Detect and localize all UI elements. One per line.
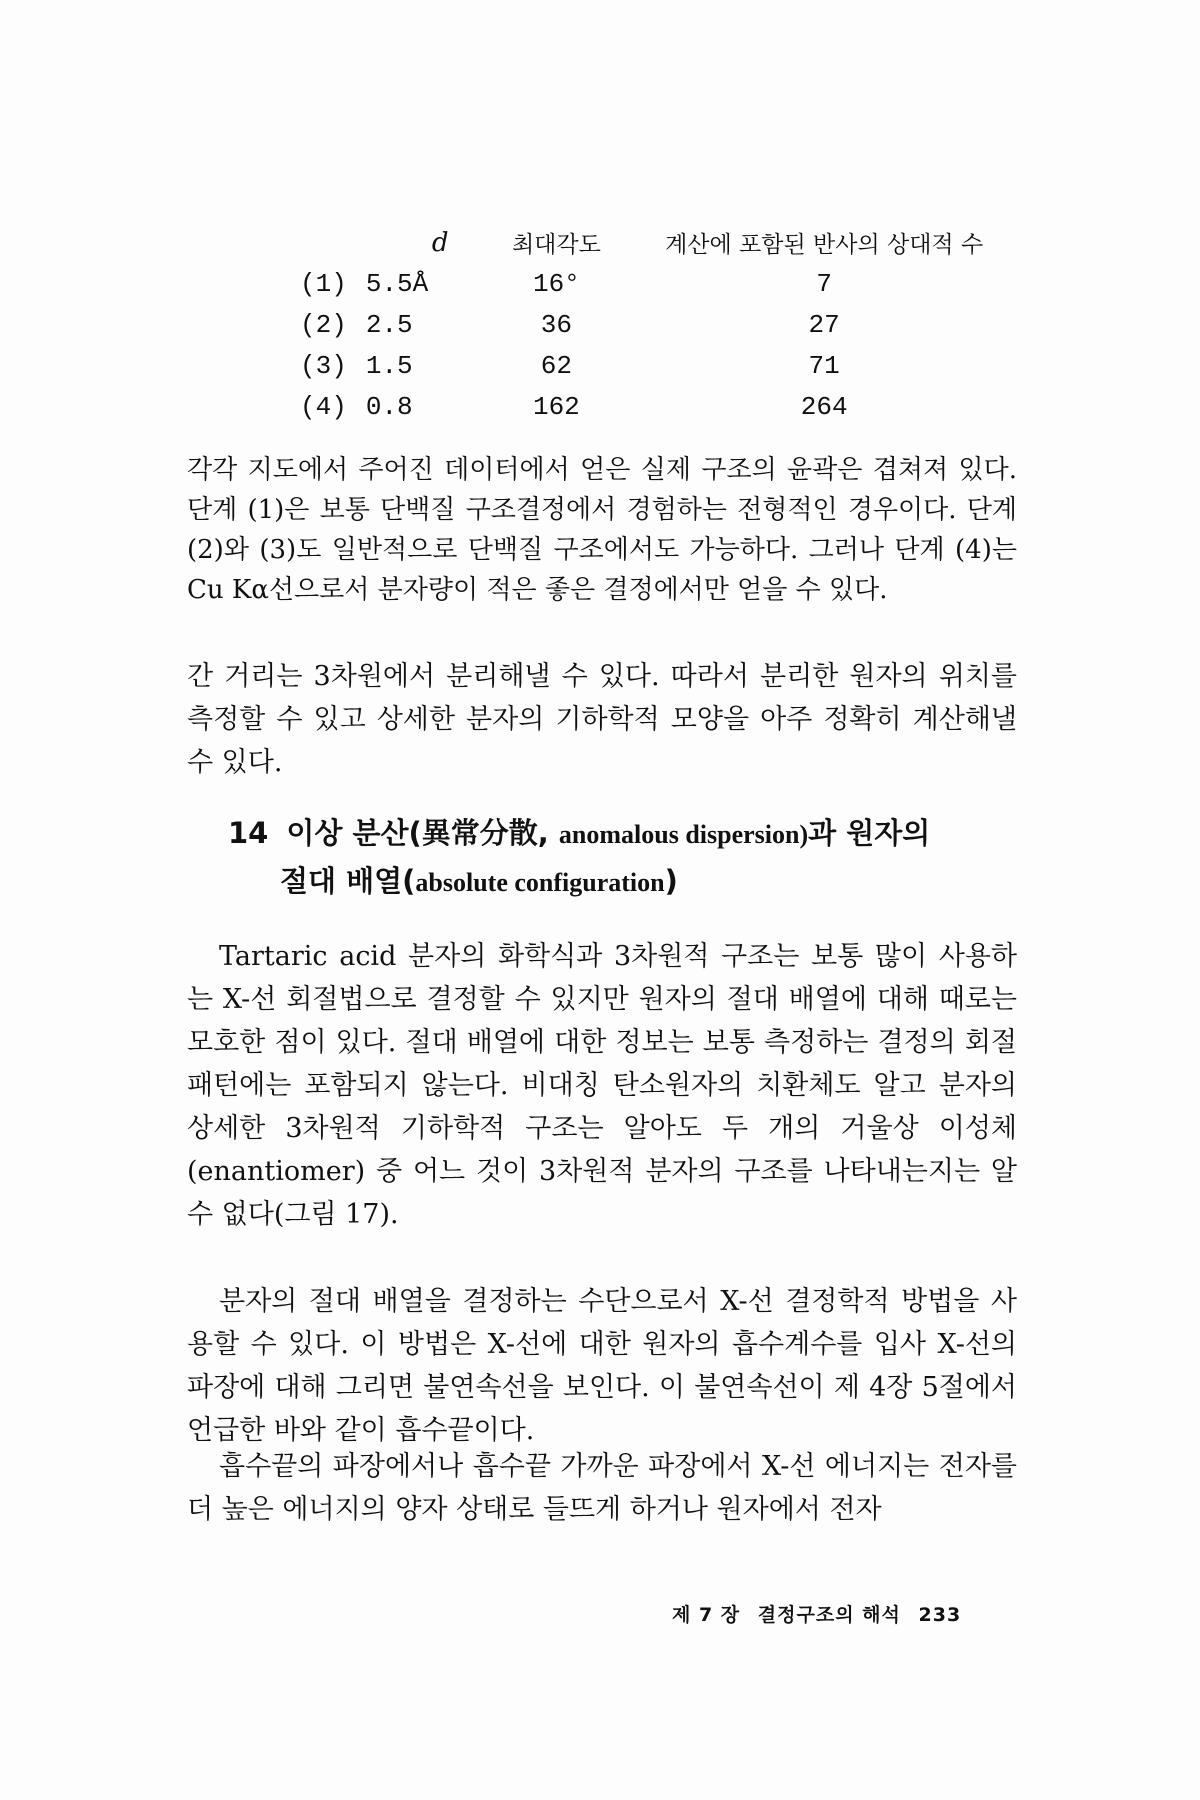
footer-chapter: 제 7 장 [672,1604,741,1626]
table-header-angle: 최대각도 [511,232,601,258]
table-row [300,263,1020,304]
heading-line2-tail: ) [664,864,678,898]
row-angle: 16° [532,268,580,299]
row-index: (3) [300,350,347,381]
row-index: (1) [300,268,347,299]
heading-line1-tail: 과 원자의 [808,816,931,850]
heading-line1-ko: 이상 분산(異常分散, [286,816,549,850]
table-header-count: 계산에 포함된 반사의 상대적 수 [665,232,984,258]
table-header-row [300,222,1020,263]
resolution-table [300,222,1020,427]
table-row [300,345,1020,386]
row-index: (4) [300,391,347,422]
row-count: 71 [808,350,840,381]
row-index: (2) [300,309,347,340]
table-row [300,386,1020,427]
paragraph-tartaric-acid: Tartaric acid 분자의 화학식과 3차원적 구조는 보통 많이 사용하는 X-선 회절법으로 결정할 수 있지만 원자의 절대 배열에 대해 때로는 모호한 점이 있다. 절대 배열에 대한 정보는 보통 측정하는 결정의 회절 패턴에는 포함되지 않는다. 비대칭 탄소원자의 치환체도 알고 분자의 상세한 3차원적 기하학적 구조는 알아도 두 개의 거울상 이성체(enantiomer) 중 어느 것이 3차원적 분자의 구조를 나타내는지는 알 수 없다(그림 17). [187,941,1017,1230]
table-header-index [300,222,366,263]
row-count: 264 [800,391,848,422]
row-angle: 162 [532,391,580,422]
table-row [300,304,1020,345]
row-angle: 62 [540,350,572,381]
footer-title: 결정구조의 해석 [757,1604,901,1626]
section-number: 14 [228,816,269,850]
paragraph-distance: 간 거리는 3차원에서 분리해낼 수 있다. 따라서 분리한 원자의 위치를 측정할 수 있고 상세한 분자의 기하학적 모양을 아주 정확히 계산해낼 수 있다. [187,661,1017,778]
paragraph-table-notes: 각각 지도에서 주어진 데이터에서 얻은 실제 구조의 윤곽은 겹쳐져 있다. 단계 (1)은 보통 단백질 구조결정에서 경험하는 전형적인 경우이다. 단계 (2)와 (3)도 일반적으로 단백질 구조에서도 가능하다. 그러나 단계 (4)는 Cu Kα선으로서 분자량이 적은 좋은 결정에서만 얻을 수 있다. [187,455,1017,605]
heading-line2 [228,858,1028,906]
heading-line2-ko: 절대 배열( [280,864,416,898]
row-d: 0.8 [365,391,413,422]
page-number: 233 [918,1604,962,1626]
row-d: 1.5 [365,350,413,381]
row-angle: 36 [540,309,572,340]
row-count: 27 [808,309,840,340]
paragraph-absolute-config-method: 분자의 절대 배열을 결정하는 수단으로서 X-선 결정학적 방법을 사용할 수 있다. 이 방법은 X-선에 대한 원자의 흡수계수를 입사 X-선의 파장에 대해 그리면 불연속선을 보인다. 이 불연속선이 제 4장 5절에서 언급한 바와 같이 흡수끝이다. [187,1286,1017,1446]
heading-line1-en: anomalous dispersion) [558,820,809,849]
paragraph-absorption-edge: 흡수끝의 파장에서나 흡수끝 가까운 파장에서 X-선 에너지는 전자를 더 높은 에너지의 양자 상태로 들뜨게 하거나 원자에서 전자 [187,1451,1017,1525]
section-heading [228,810,1028,906]
row-d: 5.5Å [365,268,429,299]
page-footer [672,1600,971,1627]
row-count: 7 [816,268,832,299]
table-header-d: d [431,227,449,258]
heading-line2-en: absolute configuration [415,868,665,897]
row-d: 2.5 [365,309,413,340]
